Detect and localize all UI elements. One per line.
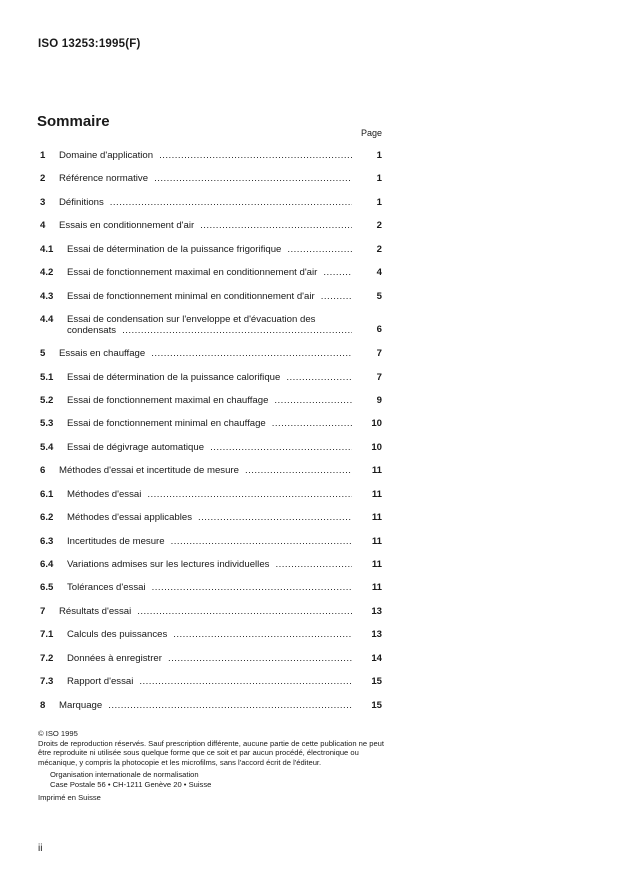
dot-leader (137, 606, 352, 617)
toc-entry-title-block (67, 244, 352, 255)
toc-entry-page: 10 (371, 418, 382, 430)
toc-entry-number: 4.2 (40, 267, 54, 279)
toc-entry-title-block (67, 536, 352, 547)
toc-entry (40, 653, 382, 676)
toc-entry-title-block (59, 150, 352, 161)
toc-entry-title: Méthodes d'essai (67, 488, 142, 500)
toc-entry (40, 291, 382, 314)
toc-entry-title: Incertitudes de mesure (67, 535, 165, 547)
toc-entry-page: 1 (376, 196, 382, 208)
dot-leader (275, 559, 352, 570)
dot-leader (159, 150, 352, 161)
dot-leader (154, 173, 352, 184)
toc-entry-page: 5 (376, 290, 382, 302)
toc-entry-title-block (67, 418, 352, 429)
toc-entry-page: 11 (371, 559, 382, 570)
toc-entry-number: 7.2 (40, 652, 54, 664)
toc-entry (40, 489, 382, 512)
toc-entry (40, 314, 382, 348)
toc-entry (40, 173, 382, 196)
toc-entry-number: 3 (40, 196, 46, 208)
table-of-contents (40, 150, 382, 723)
dot-leader (321, 291, 352, 302)
toc-entry-page: 10 (371, 441, 382, 453)
toc-entry-title-block (59, 700, 352, 711)
toc-entry-title: Données à enregistrer (67, 652, 162, 664)
toc-entry-title: Calculs des puissances (67, 629, 168, 641)
toc-entry (40, 700, 382, 723)
toc-entry-title: Essai de fonctionnement maximal en conditionnement d'air (67, 267, 318, 279)
toc-entry-number: 6 (40, 465, 46, 477)
toc-entry-number: 6.3 (40, 535, 54, 547)
toc-entry-page: 13 (371, 629, 382, 641)
toc-entry-title-continued: condensats (67, 325, 117, 337)
organization-address: Case Postale 56 • CH-1211 Genève 20 • Suisse (50, 779, 212, 789)
toc-entry-title: Marquage (59, 699, 103, 711)
toc-entry (40, 582, 382, 605)
dot-leader (110, 197, 352, 208)
toc-entry-number: 5.4 (40, 441, 54, 453)
toc-entry-title-block (67, 653, 352, 664)
toc-entry-page: 2 (376, 220, 382, 232)
dot-leader (286, 372, 352, 383)
toc-entry-title-block (67, 489, 352, 500)
toc-entry-title: Variations admises sur les lectures individuelles (67, 559, 270, 570)
toc-entry-page: 2 (376, 243, 382, 255)
toc-entry-number: 5.1 (40, 371, 54, 383)
page-column-label: Page (360, 128, 382, 138)
printed-in: Imprimé en Suisse (38, 792, 101, 802)
toc-entry-title-block (59, 465, 352, 476)
toc-entry-title-block (67, 442, 352, 453)
toc-entry-title: Définitions (59, 196, 104, 208)
toc-entry-title: Résultats d'essai (59, 605, 132, 617)
toc-entry (40, 606, 382, 629)
dot-leader (323, 267, 352, 278)
toc-entry-title: Essai de détermination de la puissance frigorifique (67, 243, 282, 255)
toc-entry-title-block (67, 582, 352, 593)
toc-entry-page: 11 (371, 512, 382, 524)
toc-entry-title-block (67, 559, 352, 570)
toc-entry (40, 629, 382, 652)
toc-entry-title-block (59, 606, 352, 617)
dot-leader (200, 220, 352, 231)
page-title: Sommaire (37, 113, 110, 130)
toc-entry-title: Domaine d'application (59, 150, 154, 161)
toc-entry-title: Essai de condensation sur l'enveloppe et d'évacuation des (67, 314, 316, 326)
toc-entry-page: 15 (371, 699, 382, 711)
dot-leader (108, 700, 352, 711)
toc-entry-title-block (67, 629, 352, 640)
toc-entry-number: 1 (40, 150, 46, 161)
dot-leader (171, 536, 352, 547)
toc-entry-number: 5 (40, 348, 46, 360)
document-header: ISO 13253:1995(F) (38, 38, 141, 50)
toc-entry-number: 6.4 (40, 559, 54, 570)
toc-entry-page: 7 (376, 371, 382, 383)
toc-entry-title: Essais en chauffage (59, 348, 146, 360)
toc-entry-number: 6.5 (40, 582, 54, 594)
toc-entry-page: 15 (371, 676, 382, 688)
toc-entry-title-block (67, 314, 352, 336)
toc-entry-title-block (59, 197, 352, 208)
toc-entry-number: 6.2 (40, 512, 54, 524)
toc-entry-title-block (67, 676, 352, 687)
toc-entry (40, 676, 382, 699)
toc-entry-title: Essai de dégivrage automatique (67, 441, 205, 453)
toc-entry (40, 244, 382, 267)
toc-entry-page: 11 (371, 582, 382, 594)
toc-entry (40, 442, 382, 465)
toc-entry-page: 13 (371, 605, 382, 617)
toc-entry-number: 2 (40, 173, 46, 185)
toc-entry (40, 220, 382, 243)
toc-entry-number: 4.3 (40, 290, 54, 302)
toc-entry-page: 11 (371, 465, 382, 477)
dot-leader (168, 653, 352, 664)
toc-entry-page: 9 (376, 394, 382, 406)
toc-entry-page: 1 (376, 173, 382, 185)
toc-entry-number: 5.2 (40, 394, 54, 406)
toc-entry-title: Référence normative (59, 173, 149, 185)
toc-entry-number: 7 (40, 605, 46, 617)
dot-leader (245, 465, 352, 476)
dot-leader (210, 442, 352, 453)
dot-leader (274, 395, 352, 406)
organization-name: Organisation internationale de normalisation (50, 770, 199, 780)
toc-entry-title: Essai de fonctionnement minimal en conditionnement d'air (67, 290, 315, 302)
toc-entry-title-block (59, 220, 352, 231)
toc-entry-number: 6.1 (40, 488, 54, 500)
toc-entry-title-block (67, 291, 352, 302)
dot-leader (151, 348, 352, 359)
toc-entry (40, 395, 382, 418)
toc-entry-title: Essai de fonctionnement maximal en chauffage (67, 394, 269, 406)
toc-entry-page: 14 (371, 652, 382, 664)
toc-entry-page: 7 (376, 348, 382, 360)
toc-entry-page: 4 (376, 267, 382, 279)
toc-entry-number: 4 (40, 220, 46, 232)
dot-leader (139, 676, 352, 687)
toc-entry (40, 512, 382, 535)
toc-entry (40, 267, 382, 290)
toc-entry (40, 372, 382, 395)
toc-entry-page: 11 (371, 535, 382, 547)
dot-leader (122, 325, 352, 336)
toc-entry-title-block (59, 348, 352, 359)
toc-entry-title-block (67, 512, 352, 523)
toc-entry-number: 4.1 (40, 243, 54, 255)
toc-entry (40, 418, 382, 441)
toc-entry-title: Rapport d'essai (67, 676, 134, 688)
toc-entry-title: Essai de fonctionnement minimal en chauffage (67, 418, 266, 430)
toc-entry (40, 559, 382, 582)
toc-entry-title-block (67, 395, 352, 406)
dot-leader (147, 489, 352, 500)
dot-leader (272, 418, 352, 429)
toc-entry-number: 8 (40, 699, 46, 711)
toc-entry-title-block (67, 267, 352, 278)
toc-entry-title: Tolérances d'essai (67, 582, 146, 594)
toc-entry (40, 536, 382, 559)
page-number: ii (38, 843, 43, 854)
toc-entry-number: 7.3 (40, 676, 54, 688)
toc-entry-title-block (67, 372, 352, 383)
toc-entry-title-block (59, 173, 352, 184)
copyright-line: © ISO 1995 (38, 729, 78, 738)
toc-entry-title: Essai de détermination de la puissance calorifique (67, 371, 281, 383)
dot-leader (287, 244, 352, 255)
toc-entry (40, 150, 382, 173)
toc-entry-title: Essais en conditionnement d'air (59, 220, 195, 232)
toc-entry-title: Méthodes d'essai applicables (67, 512, 193, 524)
dot-leader (198, 512, 352, 523)
toc-entry-page: 11 (371, 488, 382, 500)
rights-statement: Droits de reproduction réservés. Sauf prescription différente, aucune partie de cette publication ne peut être reproduite ni utilisée sous quelque forme que ce soit et par aucun procédé, électronique ou mécanique, y compris la photocopie et les microfilms, sans l'accord écrit de l'éditeur. (38, 738, 385, 767)
dot-leader (152, 582, 352, 593)
copyright-notice (38, 729, 388, 802)
toc-entry (40, 348, 382, 371)
toc-entry-page: 6 (376, 324, 382, 336)
toc-entry-number: 4.4 (40, 314, 54, 326)
toc-entry-number: 5.3 (40, 418, 54, 430)
toc-entry-title: Méthodes d'essai et incertitude de mesure (59, 465, 239, 477)
toc-entry (40, 197, 382, 220)
dot-leader (173, 629, 352, 640)
toc-entry-page: 1 (376, 150, 382, 161)
toc-entry-number: 7.1 (40, 629, 54, 641)
toc-entry (40, 465, 382, 488)
